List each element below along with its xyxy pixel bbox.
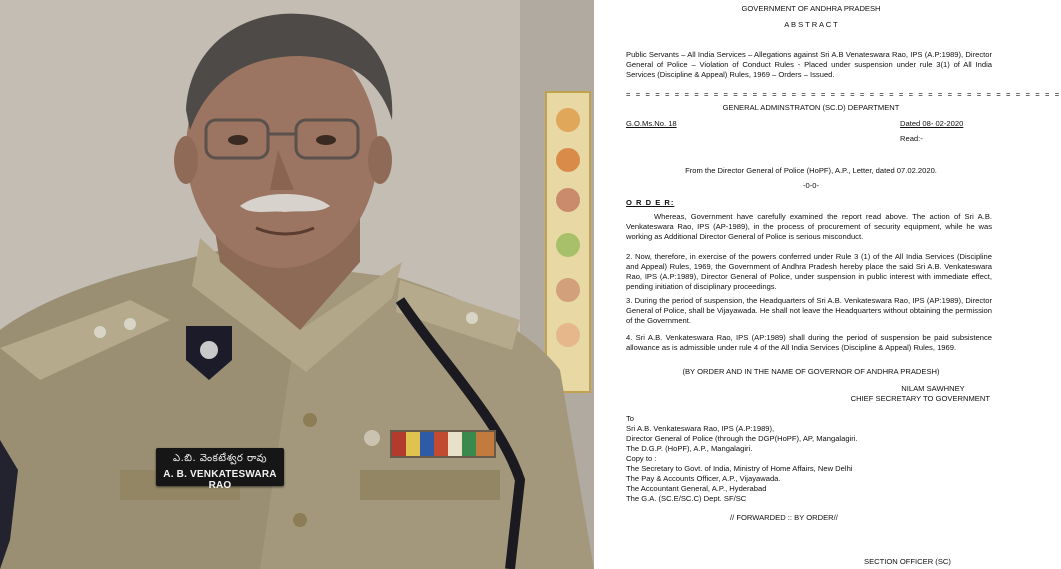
copy-label: Copy to : [626,454,657,463]
order-paragraph-4: 4. Sri A.B. Venkateswara Rao, IPS (AP:1989) shall during the period of suspension be paid subsistence allowance as is admissible under rule 4 of the All India Services (Discipline & Appeal) Rules, 1969. [626,333,992,353]
to-label: To [626,414,635,423]
name-plate-english: A. B. VENKATESWARA RAO [163,469,277,491]
abstract-heading: A B S T R A C T [784,20,838,29]
by-order-line: (BY ORDER AND IN THE NAME OF GOVERNOR OF ANDHRA PRADESH) [682,367,940,376]
to-line-3: The D.G.P. (HoPF), A.P., Mangalagiri. [626,444,753,453]
to-line-2: Director General of Police (through the DGP(HoPF), AP, Mangalagiri. [626,434,858,443]
go-number: G.O.Ms.No. 18 [626,119,677,128]
separator-line: = = = = = = = = = = = = = = = = = = = = = = = = = = = = = = = = = = = = = = = = = = = = = [626,90,1061,99]
section-officer: SECTION OFFICER (SC) [864,557,951,566]
order-heading: O R D E R: [626,198,675,207]
go-date: Dated 08- 02-2020 [900,119,964,128]
signatory-title: CHIEF SECRETARY TO GOVERNMENT [850,394,990,403]
to-line-1: Sri A.B. Venkateswara Rao, IPS (A.P:1989), [626,424,775,433]
order-paragraph-1: Whereas, Government have carefully examined the report read above. The action of Sri A.B. Venkateswara Rao, IPS (AP-1989), in the process of procurement of security equipment, while he was working as Additional Director General of Police is serious misconduct. [626,212,992,242]
forwarded-line: // FORWARDED :: BY ORDER// [730,513,838,522]
order-paragraph-2: 2. Now, therefore, in exercise of the powers conferred under Rule 3 (1) of the All India Services (Discipline and Appeal) Rules, 1969, the Government of Andhra Pradesh hereby place the said Sri A.B. Venkateswara Rao, IPS (A.P:1989), Director General of Police, under suspension in public interest with immediate effect, pending initiation of disciplinary proceedings. [626,252,992,292]
copy-line-4: The G.A. (SC.E/SC.C) Dept. SF/SC [626,494,747,503]
reference-line: From the Director General of Police (HoPF), A.P., Letter, dated 07.02.2020. [685,166,937,175]
department-heading: GENERAL ADMINSTRATON (SC.D) DEPARTMENT [722,103,900,112]
read-label: Read:- [900,134,923,143]
signatory-name: NILAM SAWHNEY [901,384,965,393]
copy-line-3: The Accountant General, A.P., Hyderabad [626,484,767,493]
government-heading: GOVERNMENT OF ANDHRA PRADESH [741,4,881,13]
subject-paragraph: Public Servants – All India Services – Allegations against Sri A.B Venateswara Rao, IPS (A.P:1989), Director General of Police – Violation of Conduct Rules - Placed under suspension under rule 3(1) of All India Services (Discipline & Appeal) Rules, 1969 – Orders – Issued. [626,50,992,80]
name-plate-telugu: ఎ.బి. వెంకటేశ్వర రావు [173,453,267,464]
government-order-document [598,0,1061,569]
copy-line-2: The Pay & Accounts Officer, A.P., Vijayawada. [626,474,781,483]
copy-line-1: The Secretary to Govt. of India, Ministry of Home Affairs, New Delhi [626,464,853,473]
reference-end: -0-0- [802,181,820,190]
name-plate [156,448,284,491]
order-paragraph-3: 3. During the period of suspension, the Headquarters of Sri A.B. Venkateswara Rao, IPS (AP:1989), Director General of Police, shall be Vijayawada. He shall not leave the Headquarters without obtaining the permission of the Government. [626,296,992,326]
